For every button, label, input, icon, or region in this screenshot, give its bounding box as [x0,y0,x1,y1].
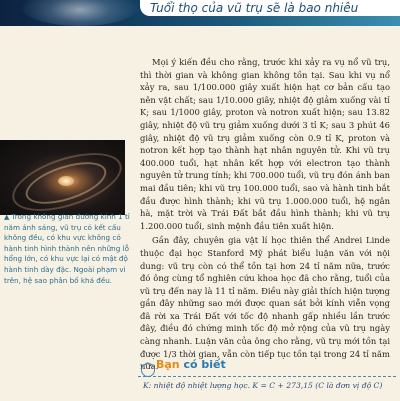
caption-text: Trong không gian đường kính 1 tỉ năm ánh sáng, vũ trụ có kết cấu không đều, có khu vực không có hành tinh hình thành nên những lỗ hổng lớn, có khu vực lại có mật độ hành tinh dày đặc. Ngoài phạm vi trên, hệ sao phân bố khá đều. [4,212,130,285]
did-you-know-title-part2: có biết [183,358,226,371]
triangle-icon: ▲ [4,213,10,221]
globe-icon [141,363,155,377]
paragraph: Gần đây, chuyên gia vật lí học thiên thể Andrei Linde thuộc đại học Stanford Mỹ phát biểu luận văn với nội dung: vũ trụ còn có thể tồn tại hơn 24 tỉ năm nữa, trước đó ông cùng tổ nghiên cứu khoa học đã cho rằng, tuổi của vũ trụ đến nay là 11 tỉ năm. Điều này giải thích hiện tượng gần đây những sao mới được quan sát bởi kính viễn vọng đã rời xa Trái Đất với tốc độ nhanh gấp nhiều lần trước đây, điều đó chứng minh tốc độ mở rộng của vũ trụ ngày càng nhanh. Luận văn của ông cho rằng, vũ trụ mới tồn tại được 1/3 thời gian, vẫn còn tiếp tục tồn tại trong 24 tỉ năm nữa. [140,235,390,372]
figure-caption [4,212,132,286]
paragraph: Mọi ý kiến đều cho rằng, trước khi xảy ra vụ nổ vũ trụ, thì thời gian và không gian không tồn tại. Sau khi vụ nổ xảy ra, sau 1/100.000 giây xuất hiện hạt cơ bản cấu tạo nên vật chất; sau 1/10.000 giây, nhiệt độ giảm xuống vài tỉ K; sau 1/1000 giây, proton và notron xuất hiện; sau 13.82 giây, nhiệt độ vũ trụ giảm xuống dưới 3 tỉ K; sau 3 phút 46 giây, nhiệt độ vũ trụ giảm xuống còn 0.9 tỉ K, proton và notron kết hợp tạo thành hạt nhân nguyên tử. Khi vũ trụ 400.000 tuổi, hạt nhân kết hợp với electron tạo thành nguyên tử trung tính; khi 700.000 tuổi, vũ trụ đón ánh ban mai đầu tiên; khi vũ trụ 100.000 tuổi, sao và hành tinh bắt đầu được hình thành; khi vũ trụ 1.000.000 tuổi, hệ ngân hà, mặt trời và Trái Đất bắt đầu hình thành; khi vũ trụ 1.200.000 tuổi, sinh mệnh đầu tiên xuất hiện. [140,57,390,231]
page-title: Tuổi thọ của vũ trụ sẽ là bao nhiêu [150,1,359,15]
header-banner [0,0,400,26]
galaxy-image [0,140,125,215]
galaxy-swirl-decoration [20,0,140,26]
galaxy-core [58,176,74,186]
article-body [140,56,390,373]
did-you-know-title-part1: Bạn [156,358,180,371]
did-you-know-title [156,358,226,371]
did-you-know-text: K: nhiệt độ nhiệt lượng học. K = C + 273,15 (C là đơn vị độ C) [143,381,383,390]
